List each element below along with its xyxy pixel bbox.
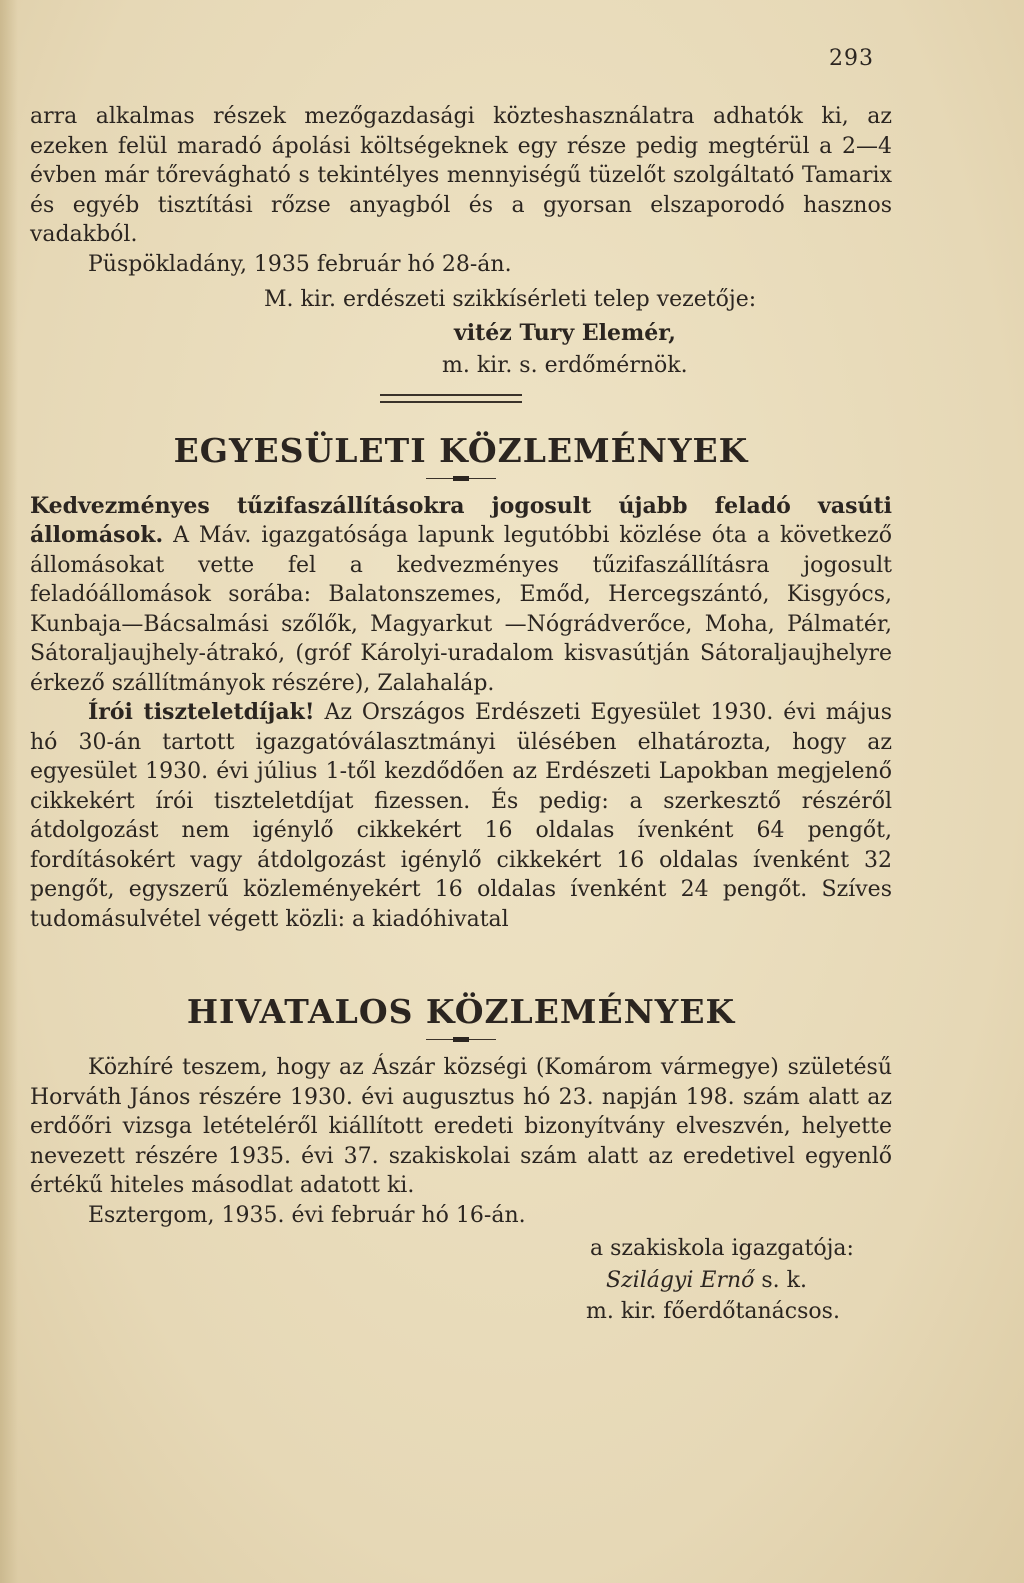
intro-signature-rank: m. kir. s. erdőmérnök. bbox=[442, 353, 688, 378]
official-signature-rank: m. kir. főerdőtanácsos. bbox=[586, 1299, 840, 1324]
notice-railway-text: A Máv. igazgatósága lapunk legutóbbi közlése óta a következő állomásokat vette fel a kedvezményes tűzifaszállításra jogosult feladóállomások sorába: Balatonszemes, Emőd, Hercegszántó, Kisgyócs, Kunbaja—Bácsalmási szőlők, Magyarkut —Nógrádverőce, Moha, Pálmatér, Sátoraljaujhely-átrakó, (gróf Károlyi-uradalom kisvasútján Sátoraljaujhelyre érkező szállítmányok részére), Zalahaláp. bbox=[30, 523, 892, 696]
text-column bbox=[30, 102, 892, 1327]
page-edge-shadow bbox=[0, 0, 18, 1583]
official-place-date: Esztergom, 1935. évi február hó 16-án. bbox=[88, 1202, 526, 1228]
official-notice-text: Közhíré teszem, hogy az Ászár községi (Komárom vármegye) születésű Horváth János részére 1930. évi augusztus hó 23. napján 198. szám alatt az erdőőri vizsga letételéről kiállított eredeti bizonyítvány elveszvén, helyette nevezett részére 1935. évi 37. szakiskolai szám alatt az eredetivel egyenlő értékű hiteles másodlat adatott ki. bbox=[30, 1055, 892, 1198]
official-signature-name: Szilágyi Ernő bbox=[606, 1267, 755, 1293]
section-heading-egyesuleti: EGYESÜLETI KÖZLEMÉNYEK bbox=[173, 430, 749, 470]
heading-ornament bbox=[426, 474, 496, 484]
page-number: 293 bbox=[829, 46, 874, 71]
official-signature-suffix: s. k. bbox=[761, 1267, 807, 1293]
notice-railway-lead: Kedvezményes tűzifaszállításokra jogosult újabb feladó vasúti állomások. bbox=[30, 492, 892, 548]
official-signature-title: a szakiskola igazgatója: bbox=[590, 1236, 854, 1261]
notice-author-fees bbox=[30, 698, 892, 934]
official-signature-line bbox=[606, 1266, 892, 1296]
section-heading-hivatalos: HIVATALOS KÖZLEMÉNYEK bbox=[186, 992, 736, 1031]
intro-paragraph: arra alkalmas részek mezőgazdasági közteshasználatra adhatók ki, az ezeken felül maradó ápolási költségeknek egy része pedig megtérül a 2—4 évben már tőrevágható s tekintélyes mennyiségű tüzelőt szolgáltató Tamarix és egyéb tisztítási rőzse anyagból és a gyorsan elszaporodó hasznos vadakból. bbox=[30, 104, 892, 247]
notice-railway-stations bbox=[30, 492, 892, 699]
notice-fees-text: Az Országos Erdészeti Egyesület 1930. évi május hó 30-án tartott igazgatóválasztmányi ülésében elhatározta, hogy az egyesület 1930. évi július 1-től kezdődően az Erdészeti Lapokban megjelenő cikkekért írói tiszteletdíjat fizessen. És pedig: a szerkesztő részéről átdolgozást nem igénylő cikkekért 16 oldalas ívenként 64 pengőt, fordításokért vagy átdolgozást igénylő cikkekért 16 oldalas ívenként 32 pengőt, egyszerű közleményekért 16 oldalas ívenként 24 pengőt. Szíves tudomásulvétel végett közli: a kiadóhivatal bbox=[30, 700, 892, 932]
notice-fees-lead: Írói tiszteletdíjak! bbox=[88, 699, 315, 725]
intro-signature-title: M. kir. erdészeti szikkísérleti telep vezetője: bbox=[264, 287, 757, 312]
heading-ornament bbox=[426, 1035, 496, 1045]
intro-signature-name: vitéz Tury Elemér, bbox=[454, 319, 676, 346]
intro-place-date: Püspökladány, 1935 február hó 28-án. bbox=[88, 251, 512, 277]
section-divider bbox=[380, 394, 522, 403]
